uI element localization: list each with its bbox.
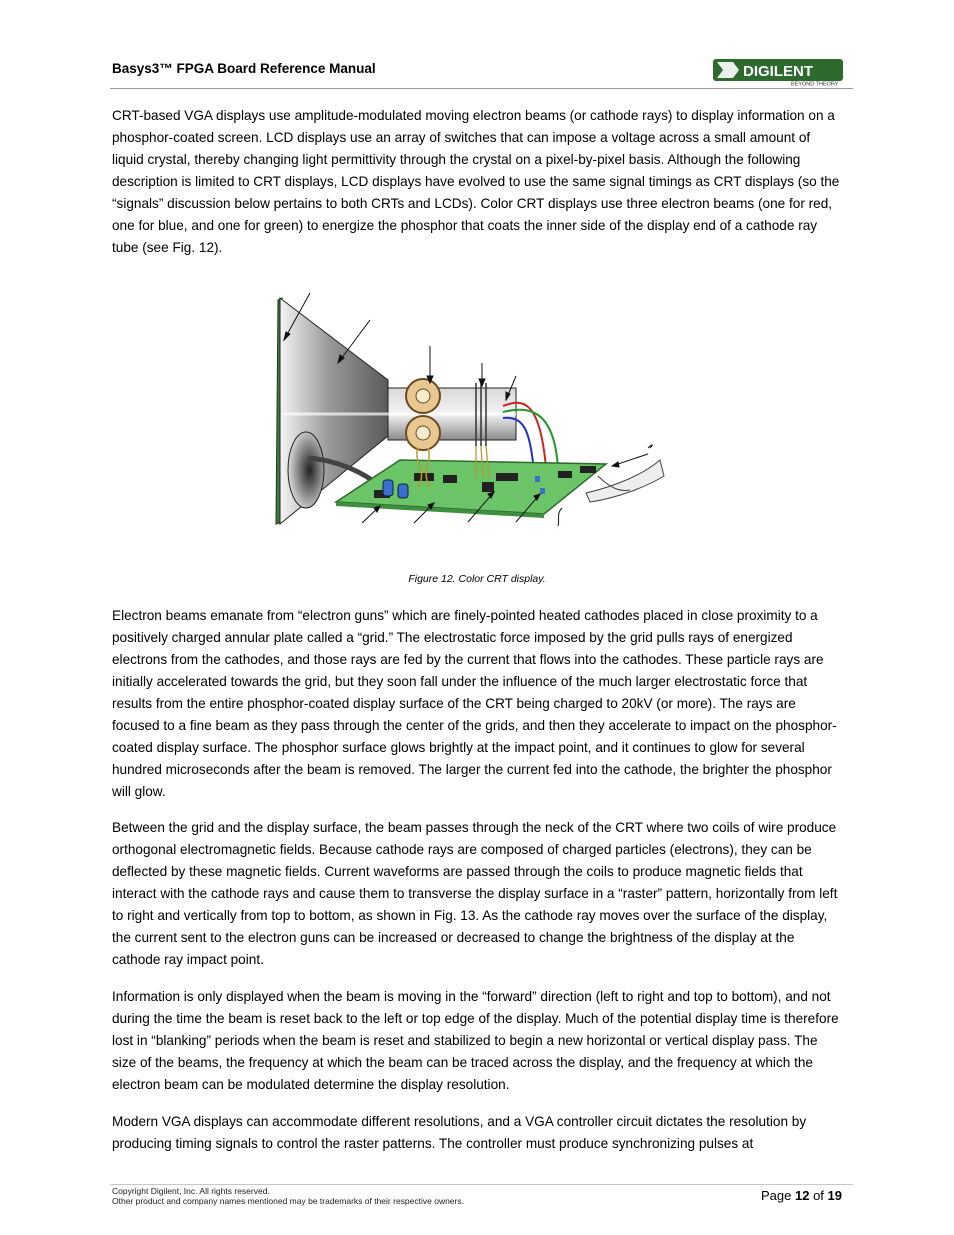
trademark-text: Other product and company names mentioned may be trademarks of their respective owners.	[112, 1196, 464, 1206]
of-label: of	[813, 1188, 824, 1203]
logo-text: DIGILENT	[743, 63, 813, 80]
digilent-logo	[713, 58, 843, 86]
page-number: 12	[794, 1188, 810, 1203]
paragraph-electron-beams: Electron beams emanate from “electron guns” which are finely-pointed heated cathodes placed in close proximity to a positively charged annular plate called a “grid.” The electrostatic force imposed by the grid pulls rays of energized electrons from the cathodes, and those rays are fed by the current that flows into the cathodes. These particle rays are initially accelerated towards the grid, but they soon fall under the influence of the much larger electrostatic force that results from the entire phosphor-coated display surface of the CRT being charged to 20kV (or more). The rays are focused to a fine beam as they pass through the center of the grids, and then they accelerate to impact on the phosphor-coated display surface. The phosphor surface glows brightly at the impact point, and it continues to glow for several hundred microseconds after the beam is removed. The larger the current fed into the cathode, the brighter the phosphor will glow.	[112, 608, 837, 799]
paragraph-crt-intro: CRT-based VGA displays use amplitude-modulated moving electron beams (or cathode rays) to display information on a phosphor-coated screen. LCD displays use an array of switches that can impose a voltage across a small amount of liquid crystal, thereby changing light permittivity through the crystal on a pixel-by-pixel basis. Although the following description is limited to CRT displays, LCD displays have evolved to use the same signal timings as CRT displays (so the “signals” discussion below pertains to both CRTs and LCDs). Color CRT displays use three electron beams (one for red, one for blue, and one for green) to energize the phosphor that coats the inner side of the display end of a cathode ray tube (see Fig. 12).	[112, 108, 840, 255]
page-indicator	[761, 1188, 842, 1203]
figure-caption: Figure 12. Color CRT display.	[408, 573, 546, 585]
footer-divider	[110, 1184, 853, 1185]
paragraph-blanking: Information is only displayed when the beam is moving in the “forward” direction (left to right and top to bottom), and not during the time the beam is reset back to the left or top edge of the display. Much of the potential display time is therefore lost in “blanking” periods when the beam is reset and stabilized to begin a new horizontal or vertical display pass. The size of the beams, the frequency at which the beam can be traced across the display, and the frequency at which the electron beam can be modulated determine the display resolution.	[112, 989, 839, 1092]
crt-display-illustration	[268, 288, 688, 533]
logo-tagline: BEYOND THEORY	[791, 81, 839, 86]
page-label: Page	[760, 1188, 792, 1203]
document-title: Basys3™ FPGA Board Reference Manual	[112, 61, 376, 76]
header-divider	[110, 88, 853, 89]
paragraph-vga-controller: Modern VGA displays can accommodate different resolutions, and a VGA controller circuit dictates the resolution by producing timing signals to control the raster patterns. The controller must produce synchronizing pulses at	[112, 1114, 807, 1151]
copyright-text: Copyright Digilent, Inc. All rights reserved.	[112, 1186, 270, 1196]
footer-legal	[112, 1186, 464, 1206]
page-total: 19	[827, 1188, 842, 1203]
paragraph-deflection: Between the grid and the display surface, the beam passes through the neck of the CRT where two coils of wire produce orthogonal electromagnetic fields. Because cathode rays are composed of charged particles (electrons), they can be deflected by these magnetic fields. Current waveforms are passed through the coils to produce magnetic fields that interact with the cathode rays and cause them to transverse the display surface in a “raster” pattern, horizontally from left to right and vertically from top to bottom, as shown in Fig. 13. As the cathode ray moves over the surface of the display, the current sent to the electron guns can be increased or decreased to change the brightness of the display at the cathode ray impact point.	[112, 820, 838, 967]
